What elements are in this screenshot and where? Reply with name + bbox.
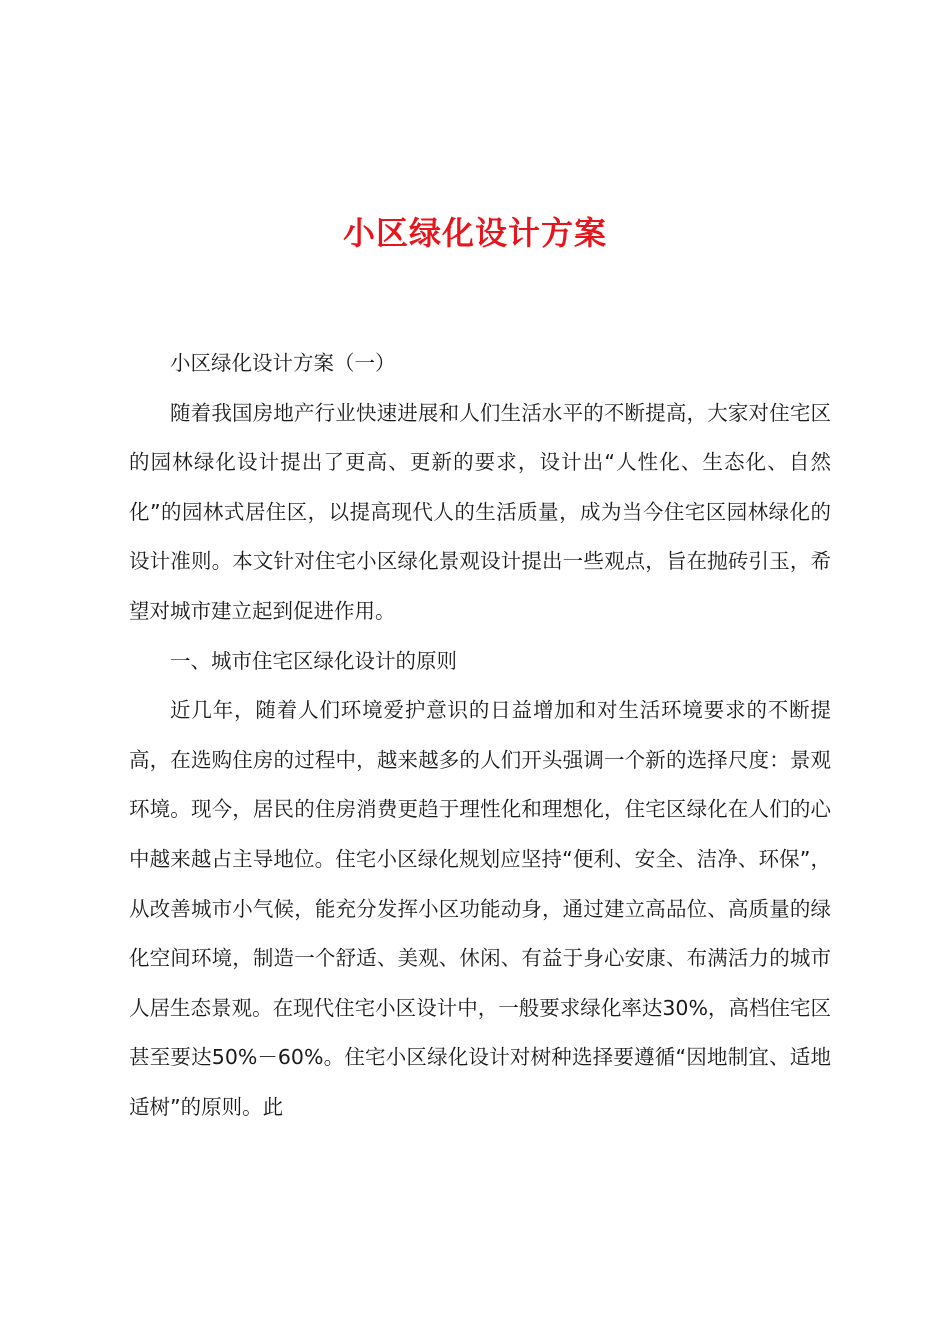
document-body [129, 339, 831, 1133]
principles-paragraph: 近几年，随着人们环境爱护意识的日益增加和对生活环境要求的不断提高，在选购住房的过程中，越来越多的人们开头强调一个新的选择尺度：景观环境。现今，居民的住房消费更趋于理性化和理想化，住宅区绿化在人们的心中越来越占主导地位。住宅小区绿化规划应坚持“便利、安全、洁净、环保”，从改善城市小气候，能充分发挥小区功能动身，通过建立高品位、高质量的绿化空间环境，制造一个舒适、美观、休闲、有益于身心安康、布满活力的城市人居生态景观。在现代住宅小区设计中，一般要求绿化率达30%，高档住宅区甚至要达50%－60%。住宅小区绿化设计对树种选择要遵循“因地制宜、适地适树”的原则。此 [129, 698, 831, 1119]
intro-paragraph: 随着我国房地产行业快速进展和人们生活水平的不断提高，大家对住宅区的园林绿化设计提出了更高、更新的要求，设计出“人性化、生态化、自然化”的园林式居住区，以提高现代人的生活质量，成为当今住宅区园林绿化的设计准则。本文针对住宅小区绿化景观设计提出一些观点，旨在抛砖引玉，希望对城市建立起到促进作用。 [129, 400, 831, 623]
section-heading-principles: 一、城市住宅区绿化设计的原则 [170, 648, 457, 673]
section-heading-part-one: 小区绿化设计方案（一） [170, 351, 396, 375]
document-title: 小区绿化设计方案 [342, 214, 607, 252]
